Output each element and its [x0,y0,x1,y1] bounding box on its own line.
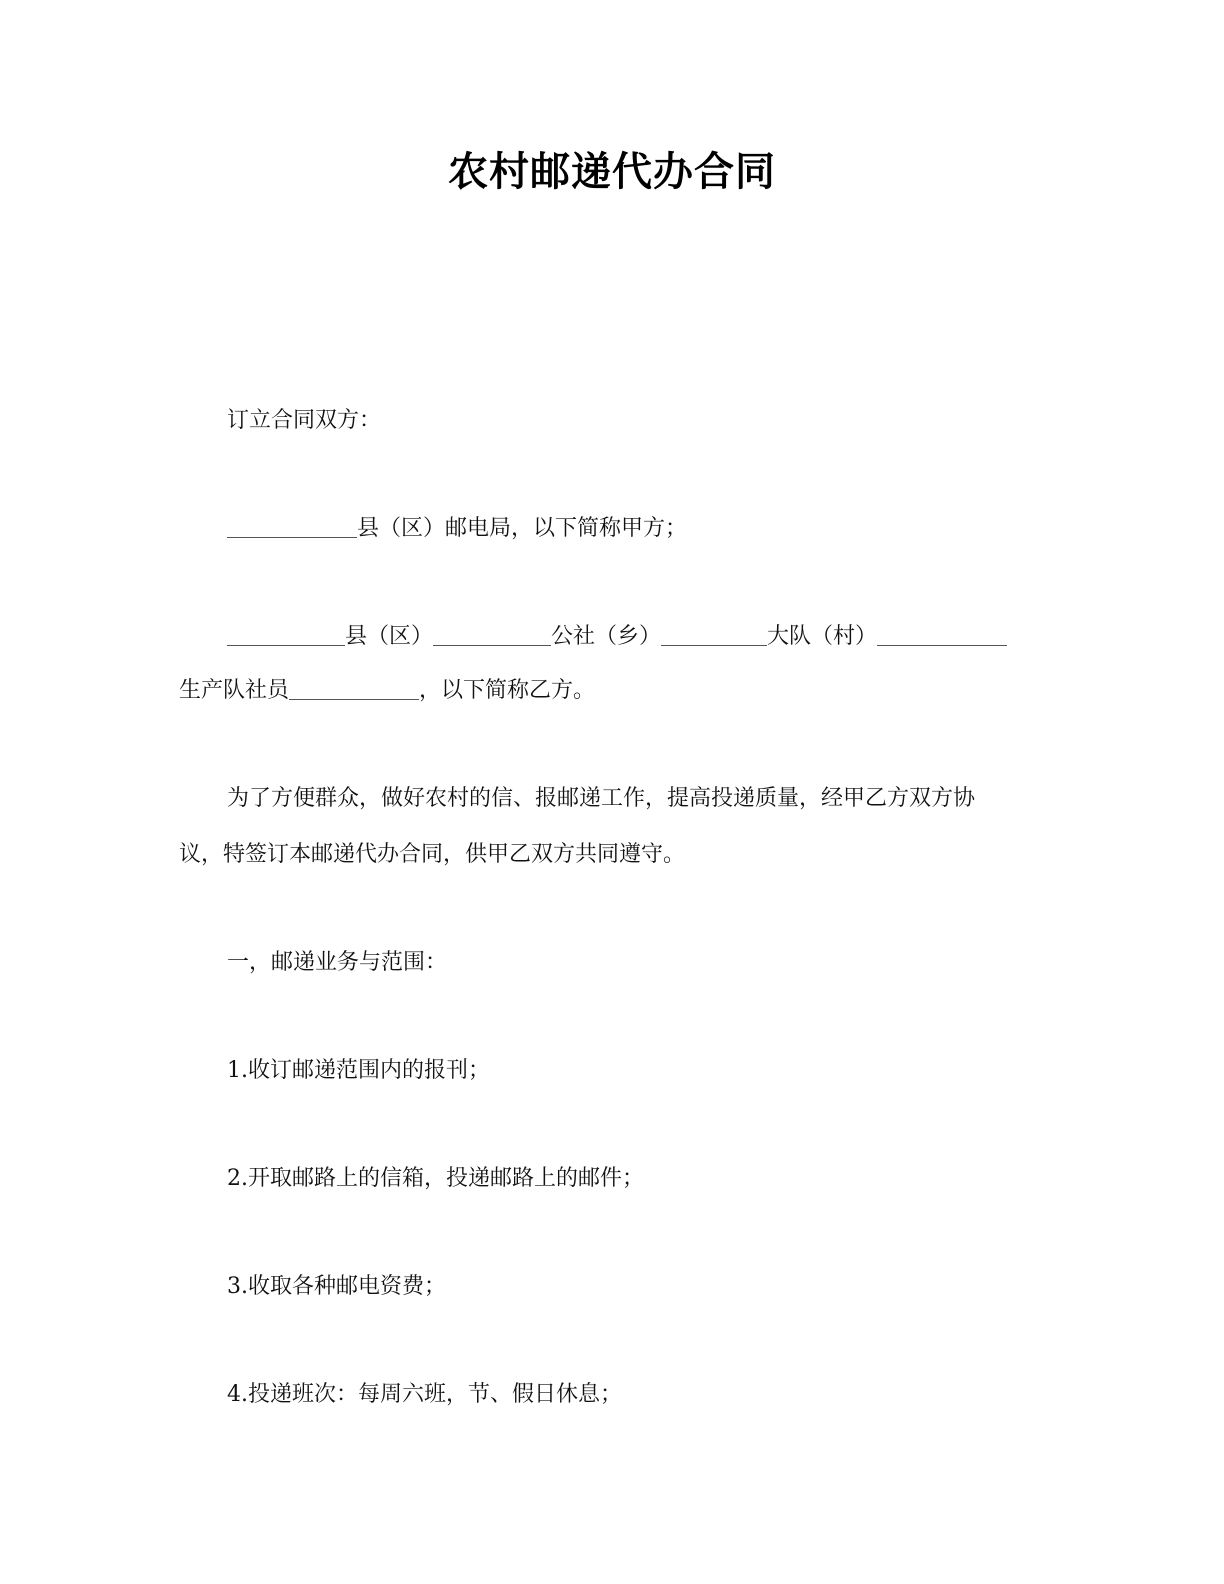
document-title: 农村邮递代办合同 [448,149,776,195]
party-a-text: 县（区）邮电局，以下简称甲方； [357,516,688,541]
section-1-heading: 一，邮递业务与范围： [227,950,448,975]
county-blank[interactable] [227,515,357,538]
preamble-line-1: 为了方便群众，做好农村的信、报邮递工作，提高投递质量，经甲乙方双方协 [227,786,976,811]
county-label: 县（区） [345,624,434,649]
party-b-line-1 [227,622,1007,652]
section-1-item-4: 4.投递班次：每周六班，节、假日休息； [227,1382,622,1407]
commune-label: 公社（乡） [551,624,662,649]
parties-heading: 订立合同双方： [227,408,382,433]
party-a-line [227,514,687,544]
member-name-blank[interactable] [289,677,419,700]
party-b-line-2 [179,676,595,706]
county-blank[interactable] [227,623,345,646]
brigade-label: 大队（村） [767,624,878,649]
brigade-blank[interactable] [661,623,767,646]
team-blank[interactable] [877,623,1007,646]
party-b-text: ，以下简称乙方。 [419,678,596,703]
section-1-item-1: 1.收订邮递范围内的报刊； [227,1058,490,1083]
commune-blank[interactable] [433,623,551,646]
section-1-item-3: 3.收取各种邮电资费； [227,1274,446,1299]
preamble-line-2: 议，特签订本邮递代办合同，供甲乙双方共同遵守。 [179,842,686,867]
member-label: 生产队社员 [179,678,290,703]
section-1-item-2: 2.开取邮路上的信箱，投递邮路上的邮件； [227,1166,644,1191]
